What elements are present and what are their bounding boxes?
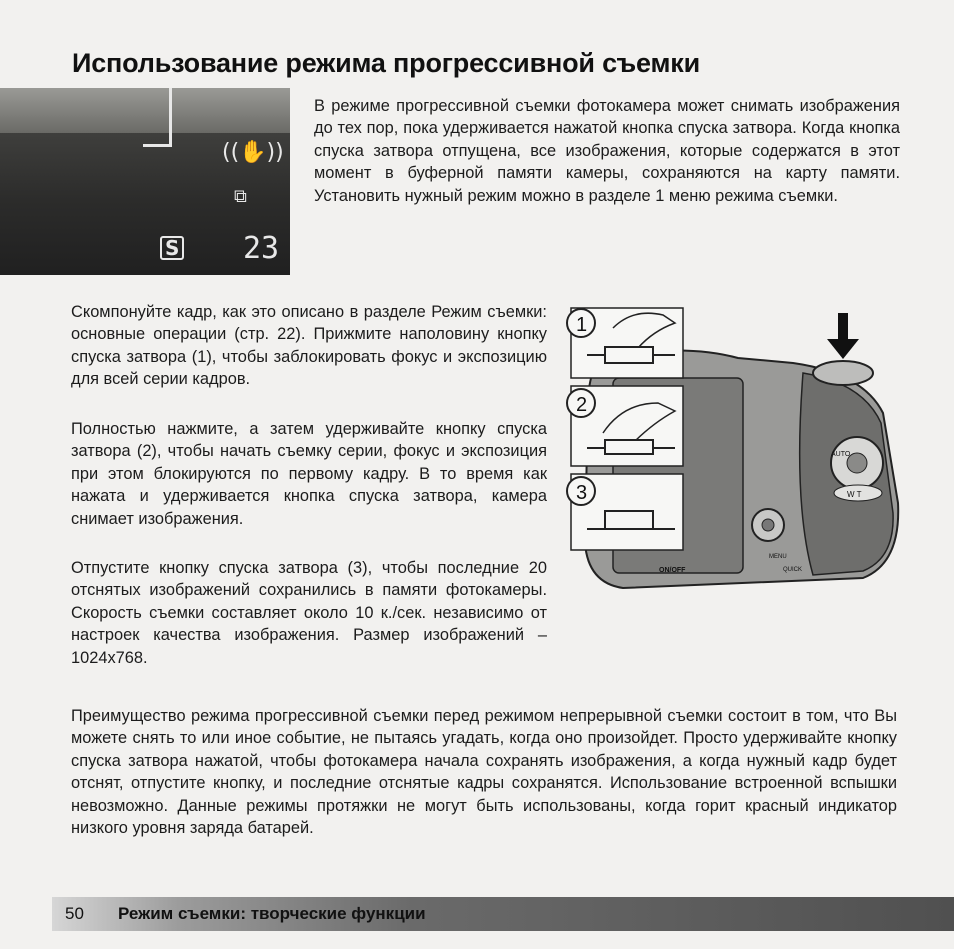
step-1-paragraph: Скомпонуйте кадр, как это описано в разделе Режим съемки: основные операции (стр. 22). Прижмите наполовину кнопку спуска затвора (1), чтобы заблокировать фокус и экспозицию для всей серии кадров. bbox=[71, 303, 547, 389]
zoom-label: W T bbox=[847, 490, 862, 499]
auto-label: AUTO bbox=[831, 451, 851, 458]
step-3-panel bbox=[567, 474, 683, 550]
step-2-panel bbox=[567, 386, 683, 466]
focus-frame-bracket bbox=[143, 88, 172, 147]
progressive-capture-icon: ⧉ bbox=[234, 186, 247, 207]
page-number: 50 bbox=[65, 904, 84, 923]
lcd-screen-image bbox=[0, 88, 290, 275]
summary-paragraph: Преимущество режима прогрессивной съемки перед режимом непрерывной съемки состоит в том, что Вы можете снять то или иное событие, не пытаясь угадать, когда оно произойдет. Просто удерживайте кнопку спуска затвора нажатой, чтобы фотокамера начала сохранять изображения, а когда нужный кадр будет отснят, отпустите кнопку, и последние отснятые кадры сохранятся. Использование встроенной вспышки невозможно. Данные режимы протяжки не могут быть использованы, когда горит красный индикатор низкого уровня заряда батарей. bbox=[71, 707, 897, 838]
step-1-number: 1 bbox=[576, 314, 588, 336]
mode-badge: S bbox=[160, 236, 184, 260]
section-name: Режим съемки: творческие функции bbox=[118, 904, 426, 923]
step-3-paragraph: Отпустите кнопку спуска затвора (3), чтобы последние 20 отснятых изображений сохранились в памяти фотокамеры. Скорость съемки составляет около 10 к./сек. независимо от настроек качества изображения. Размер изображений – 1024x768. bbox=[71, 559, 547, 667]
step-2-paragraph: Полностью нажмите, а затем удерживайте кнопку спуска затвора (2), чтобы начать съемку серии, фокус и экспозиция при этом блокируются по первому кадру. В то время как нажата и удерживается кнопка спуска затвора, камера снимает изображения. bbox=[71, 420, 547, 528]
camera-shutter-diagram bbox=[563, 303, 903, 593]
shutter-press-arrow bbox=[827, 313, 859, 359]
step-2-number: 2 bbox=[576, 394, 588, 416]
step-1-panel bbox=[567, 308, 683, 378]
quick-label: QUICK bbox=[783, 567, 803, 573]
page-title: Использование режима прогрессивной съемки bbox=[72, 48, 700, 78]
camera-shake-icon: ((✋)) bbox=[222, 140, 284, 165]
frame-counter: 23 bbox=[243, 231, 280, 266]
on-off-label: ON/OFF bbox=[659, 567, 686, 574]
step-3-number: 3 bbox=[576, 482, 588, 504]
menu-label: MENU bbox=[769, 554, 787, 560]
intro-paragraph: В режиме прогрессивной съемки фотокамера может снимать изображения до тех пор, пока удерживается нажатой кнопка спуска затвора. Когда кнопка спуска затвора отпущена, все изображения, которые содержатся в этот момент в буферной памяти камеры, сохраняются на карту памяти. Установить нужный режим можно в разделе 1 меню режима съемки. bbox=[314, 97, 900, 205]
